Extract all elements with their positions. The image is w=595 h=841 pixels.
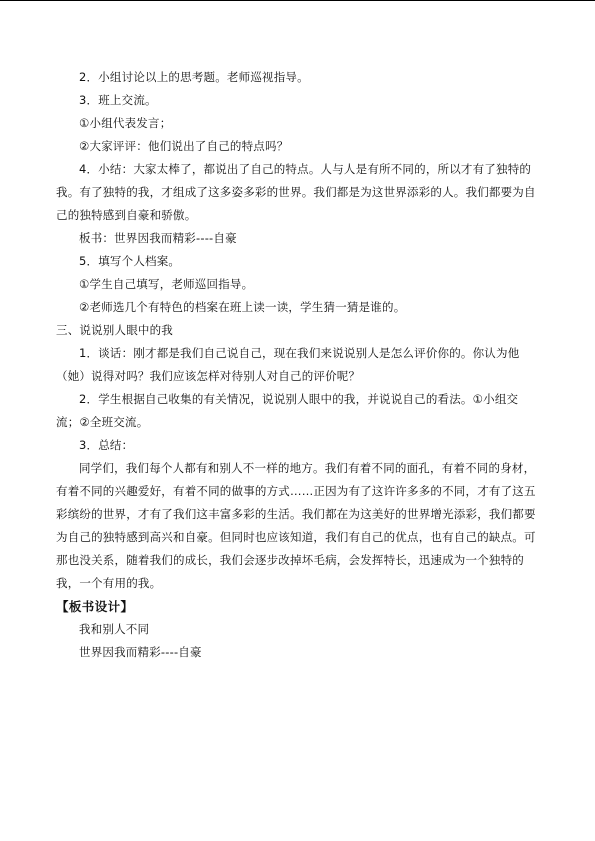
step-5-fill-profile: 5．填写个人档案。 — [79, 254, 181, 268]
section3-step-2-students-share: 2．学生根据自己收集的有关情况，说说别人眼中的我，并说说自己的看法。①小组交流；②全班交流。 — [56, 392, 519, 429]
section-3-heading: 三、说说别人眼中的我 — [56, 323, 173, 337]
step-4-summary: 4．小结：大家太棒了，都说出了自己的特点。人与人是有所不同的，所以才有了独特的我。有了独特的我，才组成了这多姿多彩的世界。我们都是为这世界添彩的人。我们都要为自己的独特感到自豪和骄傲。 — [56, 162, 536, 222]
board-writing-note: 板书：世界因我而精彩----自豪 — [79, 231, 237, 245]
conclusion-paragraph: 同学们，我们每个人都有和别人不一样的地方。我们有着不同的面孔，有着不同的身材，有着不同的兴趣爱好，有着不同的做事的方式……正因为有了这许许多多的不同，才有了这五彩缤纷的世界，才有了我们这丰富多彩的生活。我们都在为这美好的世界增光添彩，我们都要为自己的独特感到高兴和自豪。但同时也应该知道，我们有自己的优点，也有自己的缺点。可那也没关系，随着我们的成长，我们会逐步改掉坏毛病，会发挥特长，迅速成为一个独特的我，一个有用的我。 — [56, 461, 536, 590]
section3-step-1-talk: 1．谈话：刚才都是我们自己说自己，现在我们来说说别人是怎么评价你的。你认为他（她）说得对吗？我们应该怎样对待别人对自己的评价呢？ — [56, 346, 520, 383]
section3-step-3-conclusion-label: 3．总结： — [79, 438, 134, 452]
substep-teacher-reads-profiles: ②老师选几个有特色的档案在班上读一读，学生猜一猜是谁的。 — [79, 300, 406, 314]
document-body — [56, 66, 540, 664]
board-design-line-1: 我和别人不同 — [79, 622, 150, 636]
step-2-group-discussion: 2．小组讨论以上的思考题。老师巡视指导。 — [79, 70, 309, 84]
substep-group-rep-speak: ①小组代表发言； — [79, 116, 172, 130]
top-border-line — [0, 0, 595, 1]
substep-students-fill: ①学生自己填写，老师巡回指导。 — [79, 277, 254, 291]
board-design-heading: 【板书设计】 — [56, 599, 134, 614]
board-design-line-2: 世界因我而精彩----自豪 — [79, 645, 202, 659]
substep-everyone-comment: ②大家评评：他们说出了自己的特点吗？ — [79, 139, 289, 153]
step-3-class-exchange: 3．班上交流。 — [79, 93, 157, 107]
